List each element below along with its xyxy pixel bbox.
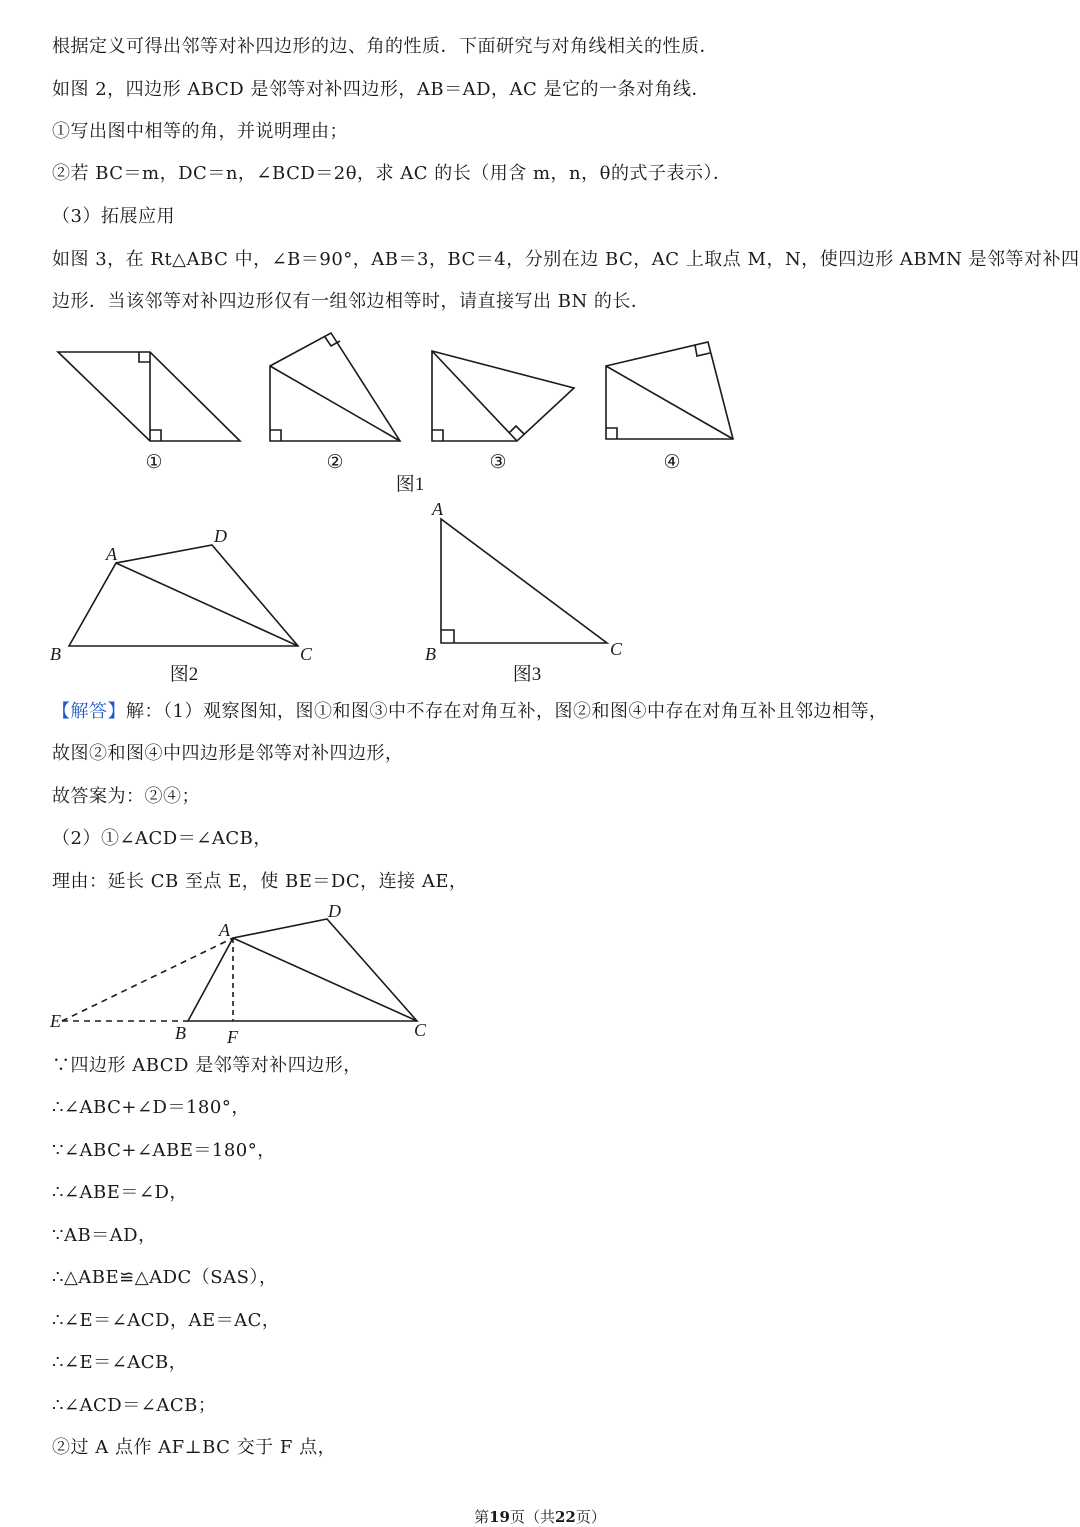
solution-line-5: 理由：延长 CB 至点 E，使 BE＝DC，连接 AE， — [52, 871, 468, 892]
solution-line-1 — [52, 700, 887, 724]
fig4-point-e: E — [50, 1011, 61, 1031]
proof-line-7: ∴∠E＝∠ACD，AE＝AC， — [52, 1310, 281, 1331]
fig2-caption: 图2 — [169, 664, 199, 685]
proof-line-8: ∴∠E＝∠ACB， — [52, 1352, 188, 1373]
proof-line-3: ∵∠ABC+∠ABE＝180°， — [52, 1140, 276, 1161]
fig4-point-b: B — [175, 1023, 186, 1043]
fig3-caption: 图3 — [512, 664, 542, 685]
fig2-point-c: C — [300, 644, 313, 664]
solution-line-2: 故图②和图④中四边形是邻等对补四边形， — [52, 743, 404, 764]
solution-figure — [62, 919, 417, 1021]
proof-line-5: ∵AB＝AD， — [52, 1225, 157, 1246]
fig1-label-4: ④ — [663, 452, 681, 473]
proof-line-4: ∴∠ABE＝∠D， — [52, 1182, 188, 1203]
fig2-point-b: B — [50, 644, 61, 664]
fig2-quadrilateral — [69, 545, 298, 646]
solution-line-1-text: 解：（1）观察图知，图①和图③中不存在对角互补，图②和图④中存在对角互补且邻边相等， — [126, 701, 888, 722]
fig4-point-c: C — [414, 1020, 427, 1040]
fig1-shape-2 — [270, 333, 400, 441]
problem-line-1: 根据定义可得出邻等对补四边形的边、角的性质．下面研究与对角线相关的性质． — [52, 36, 718, 57]
fig1-label-1: ① — [145, 452, 163, 473]
fig3-point-b: B — [425, 644, 436, 664]
fig3-point-c: C — [610, 639, 623, 659]
problem-line-5: （3）拓展应用 — [52, 206, 175, 227]
footer-text-c: 页） — [575, 1508, 606, 1526]
problem-line-6: 如图 3，在 Rt△ABC 中，∠B＝90°，AB＝3，BC＝4，分别在边 BC，AC 上取点 M，N，使四边形 ABMN 是邻等对补四 — [52, 249, 1080, 270]
proof-line-6: ∴△ABE≌△ADC（SAS）， — [52, 1267, 278, 1288]
problem-line-2: 如图 2，四边形 ABCD 是邻等对补四边形，AB＝AD，AC 是它的一条对角线． — [52, 79, 711, 100]
fig4-point-d: D — [328, 901, 341, 921]
footer-page-number: 19 — [489, 1508, 510, 1526]
fig1-caption: 图1 — [395, 474, 425, 495]
fig1-label-2: ② — [326, 452, 344, 473]
problem-line-3: ①写出图中相等的角，并说明理由； — [52, 121, 348, 142]
proof-line-1: ∵四边形 ABCD 是邻等对补四边形， — [52, 1055, 362, 1076]
fig4-point-f: F — [227, 1027, 238, 1047]
fig2-point-a: A — [106, 544, 117, 564]
page-footer — [0, 1506, 1080, 1527]
footer-text-b: 页（共 — [509, 1508, 555, 1526]
fig3-point-a: A — [432, 499, 443, 519]
solution-line-3: 故答案为：②④； — [52, 786, 200, 807]
fig1-shape-4 — [606, 342, 733, 439]
fig2-point-d: D — [214, 526, 227, 546]
fig1-shape-1 — [58, 352, 240, 441]
proof-line-9: ∴∠ACD＝∠ACB； — [52, 1395, 217, 1416]
problem-line-7: 边形．当该邻等对补四边形仅有一组邻边相等时，请直接写出 BN 的长． — [52, 291, 650, 312]
fig3-triangle — [441, 519, 607, 643]
footer-total-pages: 22 — [555, 1508, 576, 1526]
problem-line-4: ②若 BC＝m，DC＝n，∠BCD＝2θ，求 AC 的长（用含 m，n，θ的式子表示）． — [52, 163, 732, 184]
solution-tag: 【解答】 — [52, 701, 126, 722]
solution-line-4: （2）①∠ACD＝∠ACB， — [52, 828, 272, 849]
fig1-label-3: ③ — [489, 452, 507, 473]
proof-line-2: ∴∠ABC+∠D＝180°， — [52, 1097, 250, 1118]
proof-line-10: ②过 A 点作 AF⊥BC 交于 F 点， — [52, 1437, 337, 1458]
fig1-shape-3 — [432, 351, 574, 441]
fig4-point-a: A — [219, 920, 230, 940]
footer-text-a: 第 — [474, 1508, 490, 1526]
